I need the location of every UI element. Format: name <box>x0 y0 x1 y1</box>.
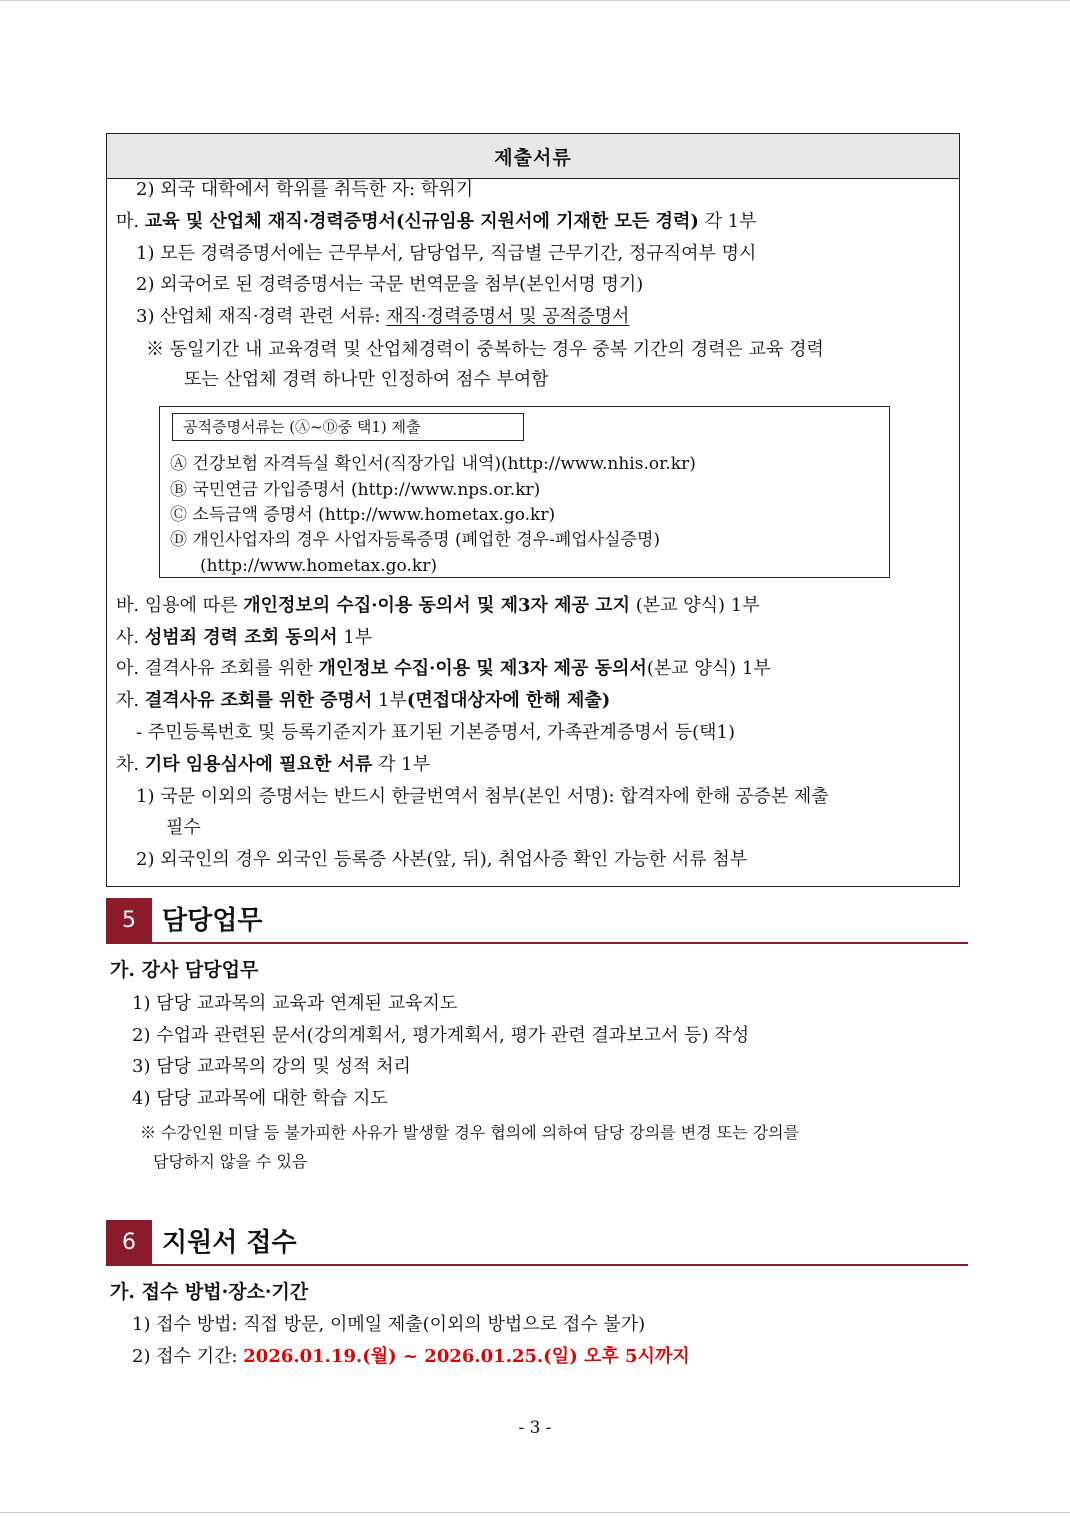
duty-item-2: 2) 수업과 관련된 문서(강의계획서, 평가계획서, 평가 관련 결과보고서 등) 작성 <box>132 1025 750 1046</box>
item-cha: 차. 기타 임용심사에 필요한 서류 각 1부 <box>116 754 430 775</box>
section-6-header <box>106 1220 968 1266</box>
duty-note-line2: 담당하지 않을 수 있음 <box>153 1152 308 1171</box>
overlap-note-line1: ※ 동일기간 내 교육경력 및 산업체경력이 중복하는 경우 중복 기간의 경력은 교육 경력 <box>146 339 824 360</box>
item-a: 아. 결격사유 조회를 위한 개인정보 수집·이용 및 제3자 제공 동의서(본교 양식) 1부 <box>116 658 771 679</box>
item-cha-1-line2: 필수 <box>166 817 201 838</box>
receipt-method: 1) 접수 방법: 직접 방문, 이메일 제출(이외의 방법으로 접수 불가) <box>132 1314 646 1335</box>
section-5-title: 담당업무 <box>162 906 263 936</box>
duty-note-line1: ※ 수강인원 미달 등 불가피한 사유가 발생할 경우 협의에 의하여 담당 강의를 변경 또는 강의를 <box>140 1123 800 1142</box>
section-5-number: 5 <box>106 898 152 942</box>
receipt-period-dates: 2026.01.19.(월) ~ 2026.01.25.(일) 오후 5시까지 <box>243 1346 690 1367</box>
item-ma: 마. 교육 및 산업체 재직·경력증명서(신규임용 지원서에 기재한 모든 경력) 각 1부 <box>116 211 757 232</box>
degree-item-2: 2) 외국 대학에서 학위를 취득한 자: 학위기 <box>136 179 474 200</box>
section-6-subheading: 가. 접수 방법·장소·기간 <box>110 1281 309 1303</box>
section-6-title: 지원서 접수 <box>162 1228 297 1258</box>
item-ma-2: 2) 외국어로 된 경력증명서는 국문 번역문을 첨부(본인서명 명기) <box>136 274 644 295</box>
certificate-c: Ⓒ 소득금액 증명서 (http://www.hometax.go.kr) <box>170 505 556 525</box>
item-ja-detail: - 주민등록번호 및 등록기준지가 표기된 기본증명서, 가족관계증명서 등(택1) <box>136 722 735 743</box>
section-6-number: 6 <box>106 1220 152 1264</box>
certificate-b: Ⓑ 국민연금 가입증명서 (http://www.nps.or.kr) <box>170 480 541 500</box>
item-sa: 사. 성범죄 경력 조회 동의서 1부 <box>116 627 373 648</box>
section-5-header <box>106 898 968 944</box>
receipt-period: 2) 접수 기간: 2026.01.19.(월) ~ 2026.01.25.(일) 오후 5시까지 <box>132 1346 690 1367</box>
overlap-note-line2: 또는 산업체 경력 하나만 인정하여 점수 부여함 <box>184 369 549 390</box>
duty-item-3: 3) 담당 교과목의 강의 및 성적 처리 <box>132 1056 411 1077</box>
page-number: - 3 - <box>518 1418 552 1438</box>
table-header: 제출서류 <box>107 134 959 179</box>
item-cha-1-line1: 1) 국문 이외의 증명서는 반드시 한글번역서 첨부(본인 서명): 합격자에 한해 공증본 제출 <box>136 786 829 807</box>
certificate-d: Ⓓ 개인사업자의 경우 사업자등록증명 (폐업한 경우-폐업사실증명) <box>170 530 660 550</box>
item-ja: 자. 결격사유 조회를 위한 증명서 1부(면접대상자에 한해 제출) <box>116 690 611 711</box>
certificate-a: Ⓐ 건강보험 자격득실 확인서(직장가입 내역)(http://www.nhis.or.kr) <box>170 454 696 474</box>
page-top-edge <box>0 0 1070 1</box>
item-ma-3: 3) 산업체 재직·경력 관련 서류: 재직·경력증명서 및 공적증명서 <box>136 306 630 327</box>
page-bottom-edge <box>0 1512 1070 1513</box>
item-ma-1: 1) 모든 경력증명서에는 근무부서, 담당업무, 직급별 근무기간, 정규직여부 명시 <box>136 243 757 264</box>
certificate-d-url: (http://www.hometax.go.kr) <box>200 556 437 576</box>
duty-item-1: 1) 담당 교과목의 교육과 연계된 교육지도 <box>132 993 458 1014</box>
item-ba: 바. 임용에 따른 개인정보의 수집·이용 동의서 및 제3자 제공 고지 (본교 양식) 1부 <box>116 595 760 616</box>
duty-item-4: 4) 담당 교과목에 대한 학습 지도 <box>132 1088 388 1109</box>
official-certificates-title: 공적증명서류는 (Ⓐ~Ⓓ중 택1) 제출 <box>172 413 524 441</box>
item-cha-2: 2) 외국인의 경우 외국인 등록증 사본(앞, 뒤), 취업사증 확인 가능한 서류 첨부 <box>136 849 748 870</box>
section-5-subheading: 가. 강사 담당업무 <box>110 959 259 981</box>
